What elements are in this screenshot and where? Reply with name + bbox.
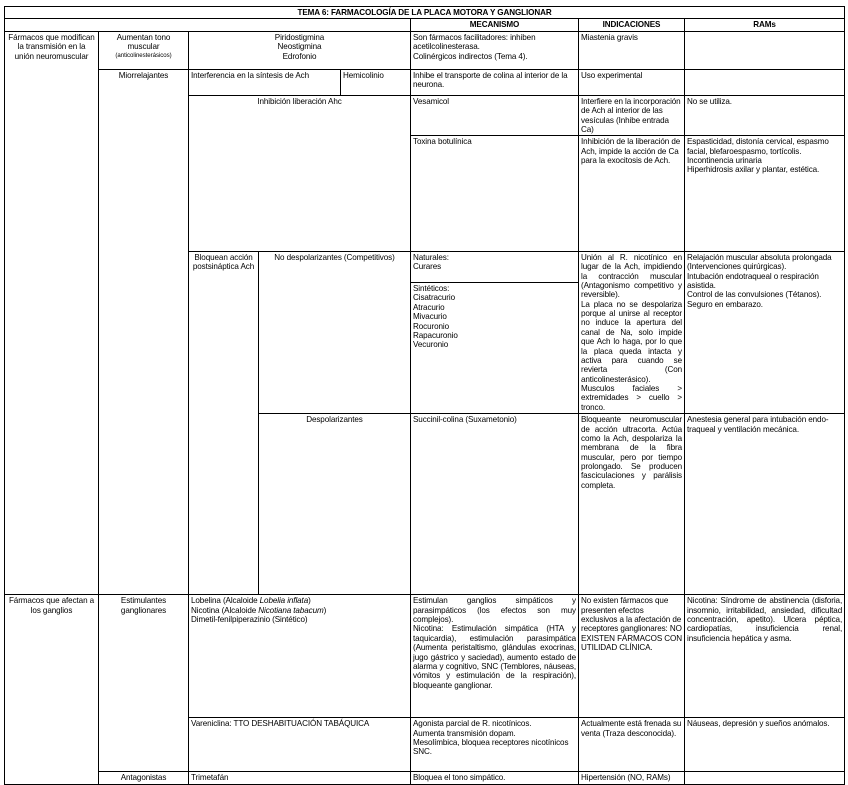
hemicolinio-drug: Hemicolinio [341, 69, 411, 95]
estimulantes-drugs: Lobelina (Alcaloide Lobelia inflata) Nicotina (Alcaloide Nicotiana tabacum) Dimetil-fenilpiperazinio (Sintético) [189, 595, 411, 718]
header-rams: RAMs [685, 19, 845, 31]
section-ganglios: Fármacos que afectan a los ganglios [5, 595, 99, 784]
header-indicaciones: INDICACIONES [579, 19, 685, 31]
aumentan-rams [685, 31, 845, 69]
sinteticos-drugs: Sintéticos: Cisatracurio Atracurio Mivacurio Rocuronio Rapacuronio Vecuronio [411, 283, 579, 414]
aumentan-indicaciones: Miastenia gravis [579, 31, 685, 69]
bloquean-label: Bloquean acción postsináptica Ach [189, 251, 259, 595]
despolarizantes-mecanismo: Bloqueante neuromuscular de acción ultracorta. Actúa como la Ach, despolariza la membrana de la fibra muscular, pero por tiempo prolongado. Se producen fasciculaciones y parálisis completa. [579, 414, 685, 595]
estimulantes-indicaciones: No existen fármacos que presenten efectos exclusivos a la afectación de receptores ganglionares: NO EXISTEN FÁRMACOS CON UTILIDAD CLÍNICA. [579, 595, 685, 718]
header-blank [5, 19, 411, 31]
despolarizantes-label: Despolarizantes [259, 414, 411, 595]
vareniclina-drug: Vareniclina: TTO DESHABITUACIÓN TABÁQUICA [189, 718, 411, 772]
estimulantes-label: Estimulantes ganglionares [99, 595, 189, 772]
interferencia-label: Interferencia en la síntesis de Ach [189, 69, 341, 95]
succinilcolina-drug: Succinil-colina (Suxametonio) [411, 414, 579, 595]
antagonistas-label: Antagonistas [99, 772, 189, 784]
antagonistas-mecanismo: Bloquea el tono simpático. [411, 772, 579, 784]
vesamicol-drug: Vesamicol [411, 95, 579, 136]
antagonistas-indicaciones: Hipertensión (NO, RAMs) [579, 772, 685, 784]
estimulantes-mecanismo: Estimulan ganglios simpáticos y parasimpáticos (los efectos son muy complejos). Nicotina: Estimulación simpática (HTA y taquicardia), estimulación parasimpática (Aumenta peristaltismo, glándulas exocrinas, jugo gástrico y saciedad), aumento estado de alarma y cognitivo, SNC (Temblores, náuseas, vómitos y estimulación de la respiración), bloqueante ganglionar. [411, 595, 579, 718]
header-mecanismo: MECANISMO [411, 19, 579, 31]
hemicolinio-mecanismo: Inhibe el transporte de colina al interior de la neurona. [411, 69, 579, 95]
table-title: TEMA 6: FARMACOLOGÍA DE LA PLACA MOTORA Y GANGLIONAR [5, 7, 845, 19]
trimetafan-drug: Trimetafán [189, 772, 411, 784]
pharmacology-table [4, 6, 845, 785]
toxina-indicaciones: Espasticidad, distonía cervical, espasmo facial, blefaroespasmo, tortícolis. Incontinencia urinaria Hiperhidrosis axilar y plantar, estética. [685, 136, 845, 252]
aumentan-mecanismo: Son fármacos facilitadores: inhiben acetilcolinesterasa. Colinérgicos indirectos (Tema 4). [411, 31, 579, 69]
inhibicion-liberacion-label: Inhibición liberación Ahc [189, 95, 411, 251]
estimulantes-rams: Nicotina: Síndrome de abstinencia (disforia, insomnio, irritabilidad, ansiedad, dificultad concentración, apetito). Ulcera péptica, cardiopatías, insuficiencia renal, insuficiencia hepática y asma. [685, 595, 845, 718]
vareniclina-rams: Náuseas, depresión y sueños anómalos. [685, 718, 845, 772]
no-despolarizantes-mecanismo: Unión al R. nicotínico en lugar de la Ach, impidiendo la contracción muscular (Antagonismo competitivo y reversible). La placa no se despolariza porque al unirse al receptor no induce la apertura del canal de Na, solo impide que Ach lo haga, por lo que la placa queda intacta y activa para cuando se revierta (Con anticolinesterásico). Musculos faciales > extremidades > cuello > tronco. [579, 251, 685, 413]
hemicolinio-indicaciones: Uso experimental [579, 69, 685, 95]
vareniclina-indicaciones: Actualmente está frenada su venta (Traza desconocida). [579, 718, 685, 772]
despolarizantes-indicaciones: Anestesia general para intubación endo-traqueal y ventilación mecánica. [685, 414, 845, 595]
no-despolarizantes-label: No despolarizantes (Competitivos) [259, 251, 411, 413]
hemicolinio-rams [685, 69, 845, 95]
no-despolarizantes-indicaciones: Relajación muscular absoluta prolongada (Intervenciones quirúrgicas). Intubación endotraqueal o respiración asistida. Control de las convulsiones (Tétanos). Seguro en embarazo. [685, 251, 845, 413]
vareniclina-mecanismo: Agonista parcial de R. nicotínicos. Aumenta transmisión dopam. Mesolímbica, bloquea receptores nicotínicos SNC. [411, 718, 579, 772]
vesamicol-mecanismo: Interfiere en la incorporación de Ach al interior de las vesículas (Inhibe entrada Ca) [579, 95, 685, 136]
anticolinesterasicos-drugs: Piridostigmina Neostigmina Edrofonio [189, 31, 411, 69]
naturales-drug: Naturales: Curares [411, 251, 579, 282]
section-union-neuromuscular: Fármacos que modifican la transmisión en la unión neuromuscular [5, 31, 99, 595]
vesamicol-indicaciones: No se utiliza. [685, 95, 845, 136]
miorrelajantes-label: Miorrelajantes [99, 69, 189, 595]
toxina-drug: Toxina botulínica [411, 136, 579, 252]
toxina-mecanismo: Inhibición de la liberación de Ach, impide la acción de Ca para la exocitosis de Ach. [579, 136, 685, 252]
aumentan-label: Aumentan tono muscular (anticolinesterásicos) [99, 31, 189, 69]
antagonistas-rams [685, 772, 845, 784]
